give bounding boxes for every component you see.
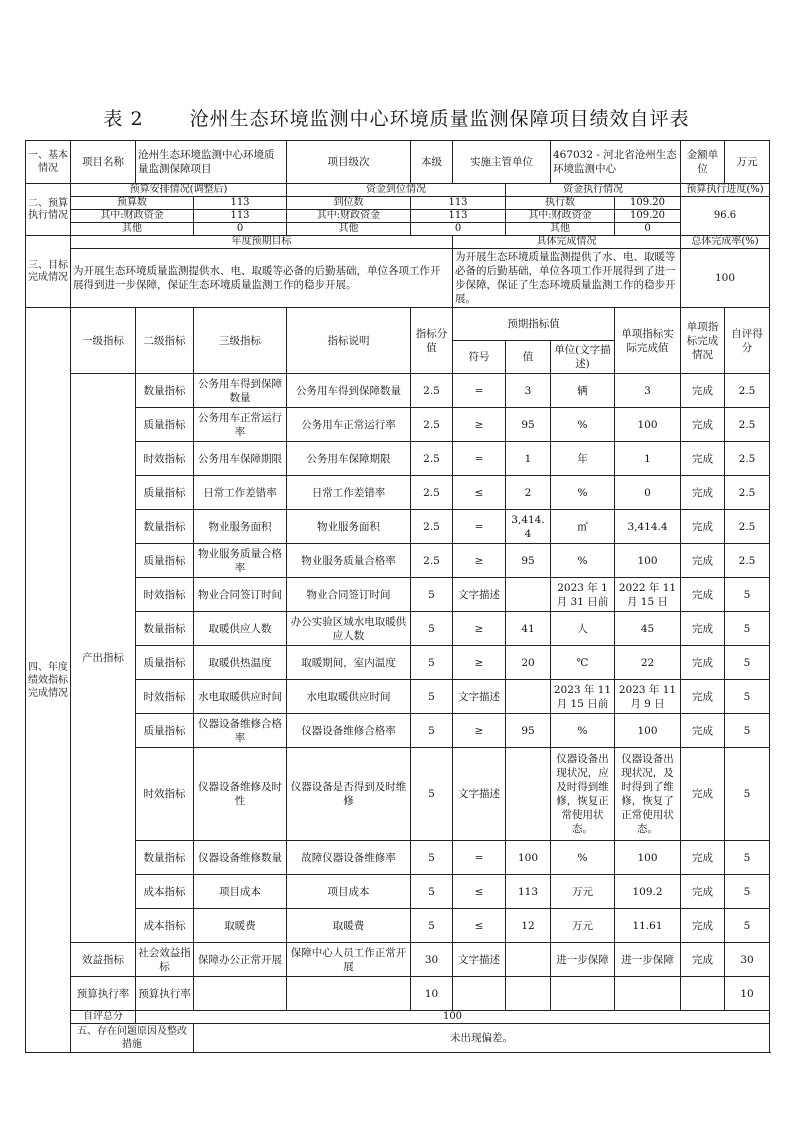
budget-rate-cell: 10 <box>725 977 770 1011</box>
money-unit-label: 金额单位 <box>681 141 725 184</box>
received-label: 其他 <box>287 223 411 236</box>
actual-cell: 仪器设备出现状况，及时得到了维修，恢复了正常使用状态。 <box>615 748 681 841</box>
unit-cell: 2023 年 1 月 31 日前 <box>551 578 615 612</box>
goal-expected-header: 年度预期目标 <box>71 236 453 249</box>
budget-label: 其中:财政资金 <box>71 210 194 223</box>
unit-cell: 万元 <box>551 875 615 909</box>
level3-cell: 项目成本 <box>194 875 287 909</box>
level2-cell: 质量指标 <box>136 544 194 578</box>
actual-cell: 22 <box>615 646 681 680</box>
level2-header: 二级指标 <box>136 308 194 374</box>
received-value: 0 <box>411 223 506 236</box>
score-cell: 5 <box>411 680 453 714</box>
status-cell: 完成 <box>681 680 725 714</box>
desc-cell: 水电取暖供应时间 <box>287 680 411 714</box>
benefit-status-cell: 完成 <box>681 943 725 977</box>
value-cell: 95 <box>506 714 551 748</box>
level2-cell: 数量指标 <box>136 374 194 408</box>
status-cell: 完成 <box>681 875 725 909</box>
value-cell: 20 <box>506 646 551 680</box>
symbol-cell: ≥ <box>453 646 506 680</box>
indicator-row <box>26 408 770 442</box>
actual-cell: 2022 年 11 月 15 日 <box>615 578 681 612</box>
symbol-cell: 文字描述 <box>453 748 506 841</box>
level2-cell: 时效指标 <box>136 442 194 476</box>
level2-cell: 成本指标 <box>136 909 194 943</box>
indicator-row <box>26 875 770 909</box>
status-cell: 完成 <box>681 612 725 646</box>
symbol-cell: ≤ <box>453 476 506 510</box>
symbol-cell: ≤ <box>453 875 506 909</box>
actual-cell: 100 <box>615 841 681 875</box>
level3-cell: 取暖供热温度 <box>194 646 287 680</box>
value-cell: 3 <box>506 374 551 408</box>
budget-value: 113 <box>194 210 287 223</box>
score-header: 指标分值 <box>411 308 453 374</box>
exec-label: 执行数 <box>506 197 615 210</box>
value-cell: 2 <box>506 476 551 510</box>
goal-section-label: 三、目标完成情况 <box>26 236 71 308</box>
level3-cell: 水电取暖供应时间 <box>194 680 287 714</box>
benefit-self-cell: 30 <box>725 943 770 977</box>
status-cell: 完成 <box>681 578 725 612</box>
money-unit: 万元 <box>725 141 770 184</box>
project-level-label: 项目级次 <box>287 141 411 184</box>
budget-row <box>26 223 770 236</box>
level3-cell: 仪器设备维修合格率 <box>194 714 287 748</box>
desc-cell: 仪器设备是否得到及时维修 <box>287 748 411 841</box>
level3-cell: 仪器设备维修数量 <box>194 841 287 875</box>
budget-rate-cell: 10 <box>411 977 453 1011</box>
actual-cell: 100 <box>615 408 681 442</box>
unit-cell: % <box>551 714 615 748</box>
desc-cell: 公务用车得到保障数量 <box>287 374 411 408</box>
score-cell: 2.5 <box>411 408 453 442</box>
desc-cell: 公务用车保障期限 <box>287 442 411 476</box>
actual-cell: 45 <box>615 612 681 646</box>
symbol-cell: ≥ <box>453 612 506 646</box>
budget-row <box>26 210 770 223</box>
level3-cell: 公务用车正常运行率 <box>194 408 287 442</box>
actual-cell: 100 <box>615 544 681 578</box>
budget-rate-row <box>26 977 770 1011</box>
level2-cell: 质量指标 <box>136 408 194 442</box>
score-cell: 5 <box>411 612 453 646</box>
level2-cell: 数量指标 <box>136 510 194 544</box>
budget-adjusted-header: 预算安排情况(调整后) <box>71 184 287 197</box>
actual-cell: 11.61 <box>615 909 681 943</box>
self-score-cell: 5 <box>725 578 770 612</box>
desc-cell: 物业合同签订时间 <box>287 578 411 612</box>
unit-cell: 2023 年 11 月 15 日前 <box>551 680 615 714</box>
score-cell: 2.5 <box>411 510 453 544</box>
project-name-label: 项目名称 <box>71 141 136 184</box>
level2-cell: 质量指标 <box>136 714 194 748</box>
budget-exec-header: 资金执行情况 <box>506 184 681 197</box>
score-cell: 2.5 <box>411 442 453 476</box>
indicator-row <box>26 748 770 841</box>
value-cell: 1 <box>506 442 551 476</box>
exec-label: 其他 <box>506 223 615 236</box>
basic-info-row <box>26 141 770 184</box>
level3-header: 三级指标 <box>194 308 287 374</box>
benefit-row <box>26 943 770 977</box>
desc-cell: 物业服务质量合格率 <box>287 544 411 578</box>
received-value: 113 <box>411 197 506 210</box>
desc-cell: 项目成本 <box>287 875 411 909</box>
level3-cell: 公务用车保障期限 <box>194 442 287 476</box>
desc-cell: 取暖费 <box>287 909 411 943</box>
level3-cell: 取暖费 <box>194 909 287 943</box>
score-cell: 5 <box>411 841 453 875</box>
desc-cell: 物业服务面积 <box>287 510 411 544</box>
budget-value: 0 <box>194 223 287 236</box>
budget-rate-cell <box>453 977 506 1011</box>
level2-cell: 数量指标 <box>136 841 194 875</box>
indicator-row <box>26 909 770 943</box>
self-score-cell: 5 <box>725 646 770 680</box>
desc-cell: 公务用车正常运行率 <box>287 408 411 442</box>
value-cell: 3,414.4 <box>506 510 551 544</box>
symbol-cell: = <box>453 374 506 408</box>
score-cell: 5 <box>411 646 453 680</box>
symbol-cell: = <box>453 510 506 544</box>
budget-progress-value: 96.6 <box>681 197 770 236</box>
self-evaluation-table <box>25 140 770 1053</box>
exec-value: 109.20 <box>615 210 681 223</box>
unit-value: 467032 - 河北省沧州生态环境监测中心 <box>551 141 681 184</box>
status-header: 单项指标完成情况 <box>681 308 725 374</box>
exec-label: 其中:财政资金 <box>506 210 615 223</box>
exec-value: 0 <box>615 223 681 236</box>
output-indicator-label: 产出指标 <box>71 374 136 943</box>
perf-header-row <box>26 308 770 341</box>
level3-cell: 日常工作差错率 <box>194 476 287 510</box>
project-name: 沧州生态环境监测中心环境质量监测保障项目 <box>136 141 287 184</box>
desc-cell: 取暖期间，室内温度 <box>287 646 411 680</box>
score-cell: 5 <box>411 909 453 943</box>
self-score-cell: 5 <box>725 909 770 943</box>
unit-label: 实施主管单位 <box>453 141 551 184</box>
table-number: 表 2 <box>103 108 144 130</box>
budget-label: 其他 <box>71 223 194 236</box>
score-cell: 5 <box>411 748 453 841</box>
actual-cell: 109.2 <box>615 875 681 909</box>
expected-header: 预期指标值 <box>453 308 615 341</box>
self-score-cell: 2.5 <box>725 510 770 544</box>
actual-cell: 2023 年 11 月 9 日 <box>615 680 681 714</box>
unit-cell: 万元 <box>551 909 615 943</box>
budget-rate-cell <box>194 977 287 1011</box>
budget-rate-cell <box>551 977 615 1011</box>
value-cell: 12 <box>506 909 551 943</box>
level3-cell: 物业服务质量合格率 <box>194 544 287 578</box>
self-score-cell: 5 <box>725 748 770 841</box>
budget-rate-cell: 预算执行率 <box>136 977 194 1011</box>
benefit-sym-cell: 文字描述 <box>453 943 506 977</box>
goal-header-row <box>26 236 770 249</box>
unit-cell: % <box>551 476 615 510</box>
goal-rate-header: 总体完成率(%) <box>681 236 770 249</box>
level2-cell: 质量指标 <box>136 476 194 510</box>
status-cell: 完成 <box>681 841 725 875</box>
status-cell: 完成 <box>681 408 725 442</box>
level2-cell: 质量指标 <box>136 646 194 680</box>
budget-rate-cell <box>287 977 411 1011</box>
benefit-score-cell: 30 <box>411 943 453 977</box>
indicator-row <box>26 442 770 476</box>
status-cell: 完成 <box>681 510 725 544</box>
table-name: 沧州生态环境监测中心环境质量监测保障项目绩效自评表 <box>189 108 690 130</box>
level3-cell: 物业服务面积 <box>194 510 287 544</box>
unit-cell: % <box>551 841 615 875</box>
budget-rate-cell <box>681 977 725 1011</box>
desc-cell: 办公实验区域水电取暖供应人数 <box>287 612 411 646</box>
desc-cell: 故障仪器设备维修率 <box>287 841 411 875</box>
indicator-row <box>26 476 770 510</box>
score-cell: 2.5 <box>411 374 453 408</box>
budget-label: 预算数 <box>71 197 194 210</box>
score-cell: 5 <box>411 578 453 612</box>
indicator-row <box>26 680 770 714</box>
level2-cell: 数量指标 <box>136 612 194 646</box>
unit-cell: 人 <box>551 612 615 646</box>
level3-cell: 物业合同签订时间 <box>194 578 287 612</box>
issues-section-label: 五、存在问题原因及整改措施 <box>71 1024 194 1053</box>
indicator-row <box>26 646 770 680</box>
symbol-header: 符号 <box>453 341 506 374</box>
level2-cell: 时效指标 <box>136 578 194 612</box>
self-score-cell: 2.5 <box>725 476 770 510</box>
value-header: 值 <box>506 341 551 374</box>
budget-received-header: 资金到位情况 <box>287 184 506 197</box>
issues-row <box>26 1024 770 1053</box>
actual-header: 单项指标实际完成值 <box>615 308 681 374</box>
indicator-row <box>26 544 770 578</box>
desc-cell: 仪器设备维修合格率 <box>287 714 411 748</box>
symbol-cell: ≥ <box>453 408 506 442</box>
unit-header: 单位(文字描述) <box>551 341 615 374</box>
indicator-row <box>26 578 770 612</box>
value-cell <box>506 748 551 841</box>
level2-cell: 时效指标 <box>136 748 194 841</box>
self-score-cell: 5 <box>725 875 770 909</box>
benefit-desc-cell: 保障中心人员工作正常开展 <box>287 943 411 977</box>
goal-actual-text: 为开展生态环境质量监测提供了水、电、取暖等必备的后勤基础，单位各项工作开展得到了进一步保障，保证了生态环境质量监测工作的稳步开展。 <box>453 249 681 308</box>
indicator-row <box>26 714 770 748</box>
benefit-unit-cell: 进一步保障 <box>551 943 615 977</box>
budget-section-label: 二、预算执行情况 <box>26 184 71 236</box>
value-cell <box>506 680 551 714</box>
goal-expected-text: 为开展生态环境质量监测提供水、电、取暖等必备的后勤基础，单位各项工作开展得到进一步保障，保证生态环境质量监测工作的稳步开展。 <box>71 249 453 308</box>
value-cell: 113 <box>506 875 551 909</box>
indicator-row <box>26 510 770 544</box>
unit-cell: 辆 <box>551 374 615 408</box>
score-cell: 2.5 <box>411 476 453 510</box>
benefit-l2-cell: 社会效益指标 <box>136 943 194 977</box>
self-score-cell: 2.5 <box>725 442 770 476</box>
status-cell: 完成 <box>681 476 725 510</box>
received-label: 其中:财政资金 <box>287 210 411 223</box>
symbol-cell: ≥ <box>453 544 506 578</box>
budget-value: 113 <box>194 197 287 210</box>
received-value: 113 <box>411 210 506 223</box>
level3-cell: 仪器设备维修及时性 <box>194 748 287 841</box>
unit-cell: ㎡ <box>551 510 615 544</box>
unit-cell: 年 <box>551 442 615 476</box>
total-label: 自评总分 <box>71 1011 136 1024</box>
benefit-actual-cell: 进一步保障 <box>615 943 681 977</box>
self-score-cell: 2.5 <box>725 408 770 442</box>
value-cell: 100 <box>506 841 551 875</box>
page-title <box>0 104 793 131</box>
score-cell: 5 <box>411 714 453 748</box>
symbol-cell: ≥ <box>453 714 506 748</box>
value-cell: 41 <box>506 612 551 646</box>
desc-header: 指标说明 <box>287 308 411 374</box>
symbol-cell: 文字描述 <box>453 680 506 714</box>
self-score-cell: 5 <box>725 612 770 646</box>
budget-progress-header: 预算执行进度(%) <box>681 184 770 197</box>
value-cell: 95 <box>506 408 551 442</box>
level2-cell: 成本指标 <box>136 875 194 909</box>
value-cell <box>506 578 551 612</box>
basic-section-label: 一、基本情况 <box>26 141 71 184</box>
status-cell: 完成 <box>681 442 725 476</box>
indicator-row <box>26 374 770 408</box>
actual-cell: 3,414.4 <box>615 510 681 544</box>
status-cell: 完成 <box>681 374 725 408</box>
indicator-row <box>26 841 770 875</box>
actual-cell: 100 <box>615 714 681 748</box>
value-cell: 95 <box>506 544 551 578</box>
actual-cell: 0 <box>615 476 681 510</box>
unit-cell: 仪器设备出现状况，应及时得到维修，恢复正常使用状态。 <box>551 748 615 841</box>
status-cell: 完成 <box>681 748 725 841</box>
project-level: 本级 <box>411 141 453 184</box>
budget-rate-cell <box>615 977 681 1011</box>
issues-text: 未出现偏差。 <box>194 1024 770 1053</box>
status-cell: 完成 <box>681 544 725 578</box>
unit-cell: % <box>551 408 615 442</box>
desc-cell: 日常工作差错率 <box>287 476 411 510</box>
actual-cell: 1 <box>615 442 681 476</box>
goal-rate-value: 100 <box>681 249 770 308</box>
total-value: 100 <box>136 1011 770 1024</box>
unit-cell: % <box>551 544 615 578</box>
status-cell: 完成 <box>681 646 725 680</box>
benefit-val-cell <box>506 943 551 977</box>
actual-cell: 3 <box>615 374 681 408</box>
goal-content-row <box>26 249 770 308</box>
level3-cell: 取暖供应人数 <box>194 612 287 646</box>
goal-actual-header: 具体完成情况 <box>453 236 681 249</box>
total-row <box>26 1011 770 1024</box>
self-score-cell: 5 <box>725 714 770 748</box>
status-cell: 完成 <box>681 909 725 943</box>
self-score-cell: 5 <box>725 680 770 714</box>
symbol-cell: ≤ <box>453 909 506 943</box>
status-cell: 完成 <box>681 714 725 748</box>
exec-value: 109.20 <box>615 197 681 210</box>
self-score-cell: 2.5 <box>725 544 770 578</box>
self-score-cell: 5 <box>725 841 770 875</box>
self-score-cell: 2.5 <box>725 374 770 408</box>
received-label: 到位数 <box>287 197 411 210</box>
level1-header: 一级指标 <box>71 308 136 374</box>
benefit-l3-cell: 保障办公正常开展 <box>194 943 287 977</box>
benefit-l1-cell: 效益指标 <box>71 943 136 977</box>
level2-cell: 时效指标 <box>136 680 194 714</box>
symbol-cell: 文字描述 <box>453 578 506 612</box>
symbol-cell: = <box>453 841 506 875</box>
unit-cell: ℃ <box>551 646 615 680</box>
level3-cell: 公务用车得到保障数量 <box>194 374 287 408</box>
score-cell: 2.5 <box>411 544 453 578</box>
budget-rate-cell: 预算执行率 <box>71 977 136 1011</box>
budget-row <box>26 197 770 210</box>
perf-section-label: 四、年度绩效指标完成情况 <box>26 308 71 1053</box>
budget-rate-cell <box>506 977 551 1011</box>
budget-header-row <box>26 184 770 197</box>
symbol-cell: = <box>453 442 506 476</box>
score-cell: 5 <box>411 875 453 909</box>
indicator-row <box>26 612 770 646</box>
self-score-header: 自评得分 <box>725 308 770 374</box>
